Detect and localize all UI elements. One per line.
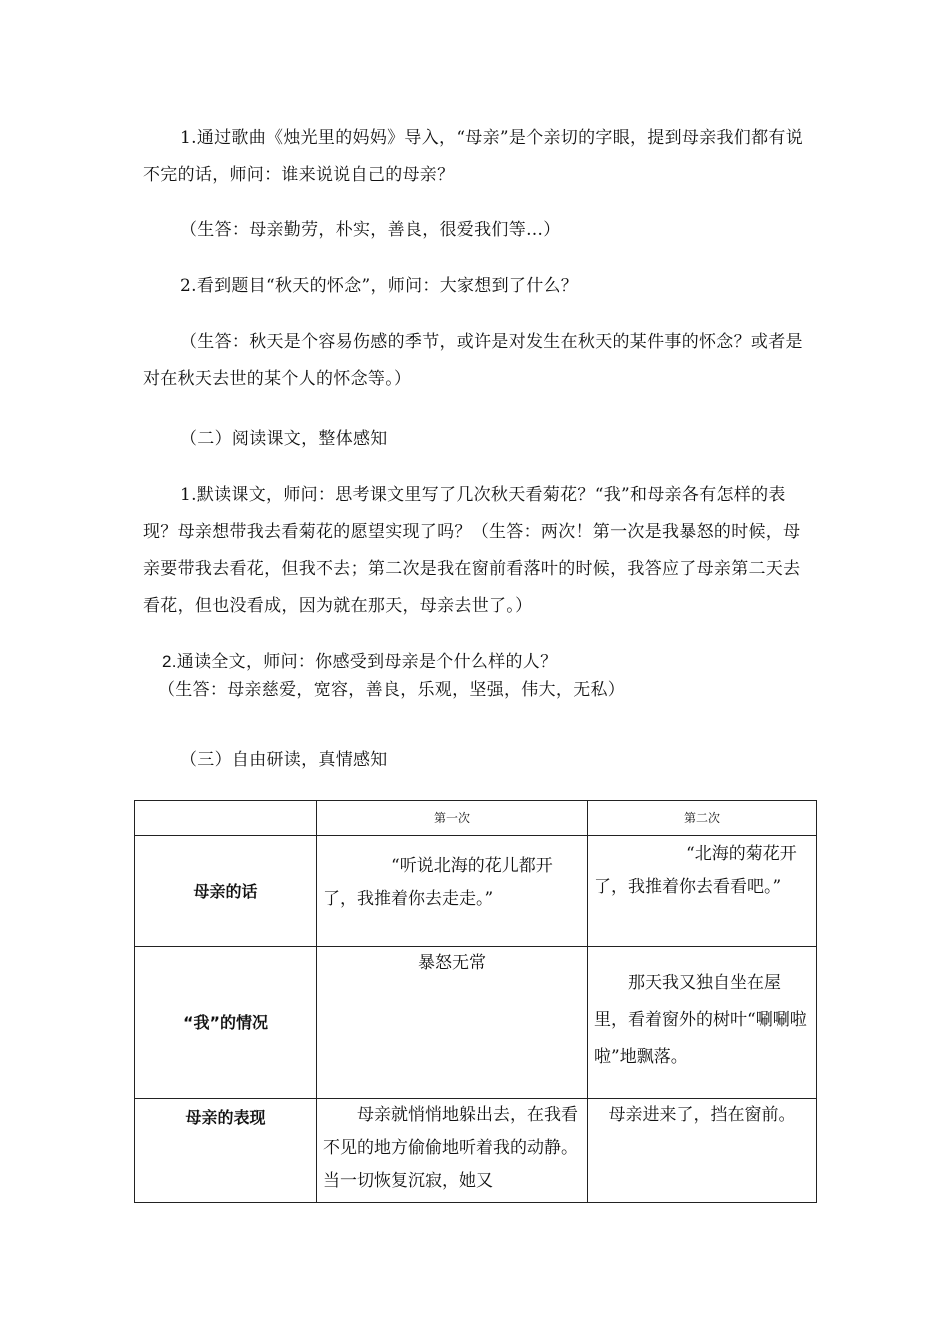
cell-mother-words-second [588,836,817,947]
intro-question-2: 2.看到题目“秋天的怀念”，师问：大家想到了什么？ [180,276,579,296]
cell-text: 暴怒无常 [418,953,486,973]
cell-mother-behavior-first [317,1099,588,1203]
cell-my-situation-first [317,947,588,1099]
table-row [135,947,817,1099]
cell-text: “北海的菊花开了，我推着你去看看吧。” [594,844,797,897]
table-header-first: 第一次 [317,801,588,836]
section-3-heading: （三）自由研读，真情感知 [180,750,388,770]
intro-question-1: 1.通过歌曲《烛光里的妈妈》导入，“母亲”是个亲切的字眼，提到母亲我们都有说不完的话，师问：谁来说说自己的母亲？ [143,128,803,185]
cell-mother-words-first [317,836,588,947]
section-2-paragraph-2-question: 2.通读全文，师问：你感受到母亲是个什么样的人？ [162,652,558,671]
table-header-row [135,801,817,836]
cell-my-situation-second [588,947,817,1099]
cell-text: “听说北海的花儿都开了，我推着你去走走。” [323,856,553,909]
cell-text: 母亲就悄悄地躲出去，在我看不见的地方偷偷地听着我的动静。当一切恢复沉寂，她又 [323,1105,578,1191]
cell-mother-behavior-second [588,1099,817,1203]
comparison-table [134,800,817,1203]
table-row [135,836,817,947]
section-2-paragraph-1: 1.默读课文，师问：思考课文里写了几次秋天看菊花？“我”和母亲各有怎样的表现？母亲想带我去看菊花的愿望实现了吗？（生答：两次！第一次是我暴怒的时候，母亲要带我去看花，但我不去；第二次是我在窗前看落叶的时候，我答应了母亲第二天去看花，但也没看成，因为就在那天，母亲去世了。） [143,485,801,616]
row-label-mother-behavior: 母亲的表现 [135,1099,317,1203]
section-2-paragraph-2 [158,648,815,704]
section-2-heading: （二）阅读课文，整体感知 [180,429,388,449]
row-label-my-situation: “我”的情况 [135,947,317,1099]
cell-text: 那天我又独自坐在屋里，看着窗外的树叶“唰唰啦啦”地飘落。 [594,973,807,1067]
section-2-paragraph-2-answer: （生答：母亲慈爱，宽容，善良，乐观，坚强，伟大，无私） [158,680,626,700]
cell-text: 母亲进来了，挡在窗前。 [608,1105,796,1125]
table-header-corner [135,801,317,836]
row-label-mother-words: 母亲的话 [135,836,317,947]
table-header-second: 第二次 [588,801,817,836]
table-row [135,1099,817,1203]
intro-answer-2: （生答：秋天是个容易伤感的季节，或许是对发生在秋天的某件事的怀念？或者是对在秋天去世的某个人的怀念等。） [143,332,803,389]
intro-answer-1: （生答：母亲勤劳，朴实，善良，很爱我们等…） [180,220,561,240]
